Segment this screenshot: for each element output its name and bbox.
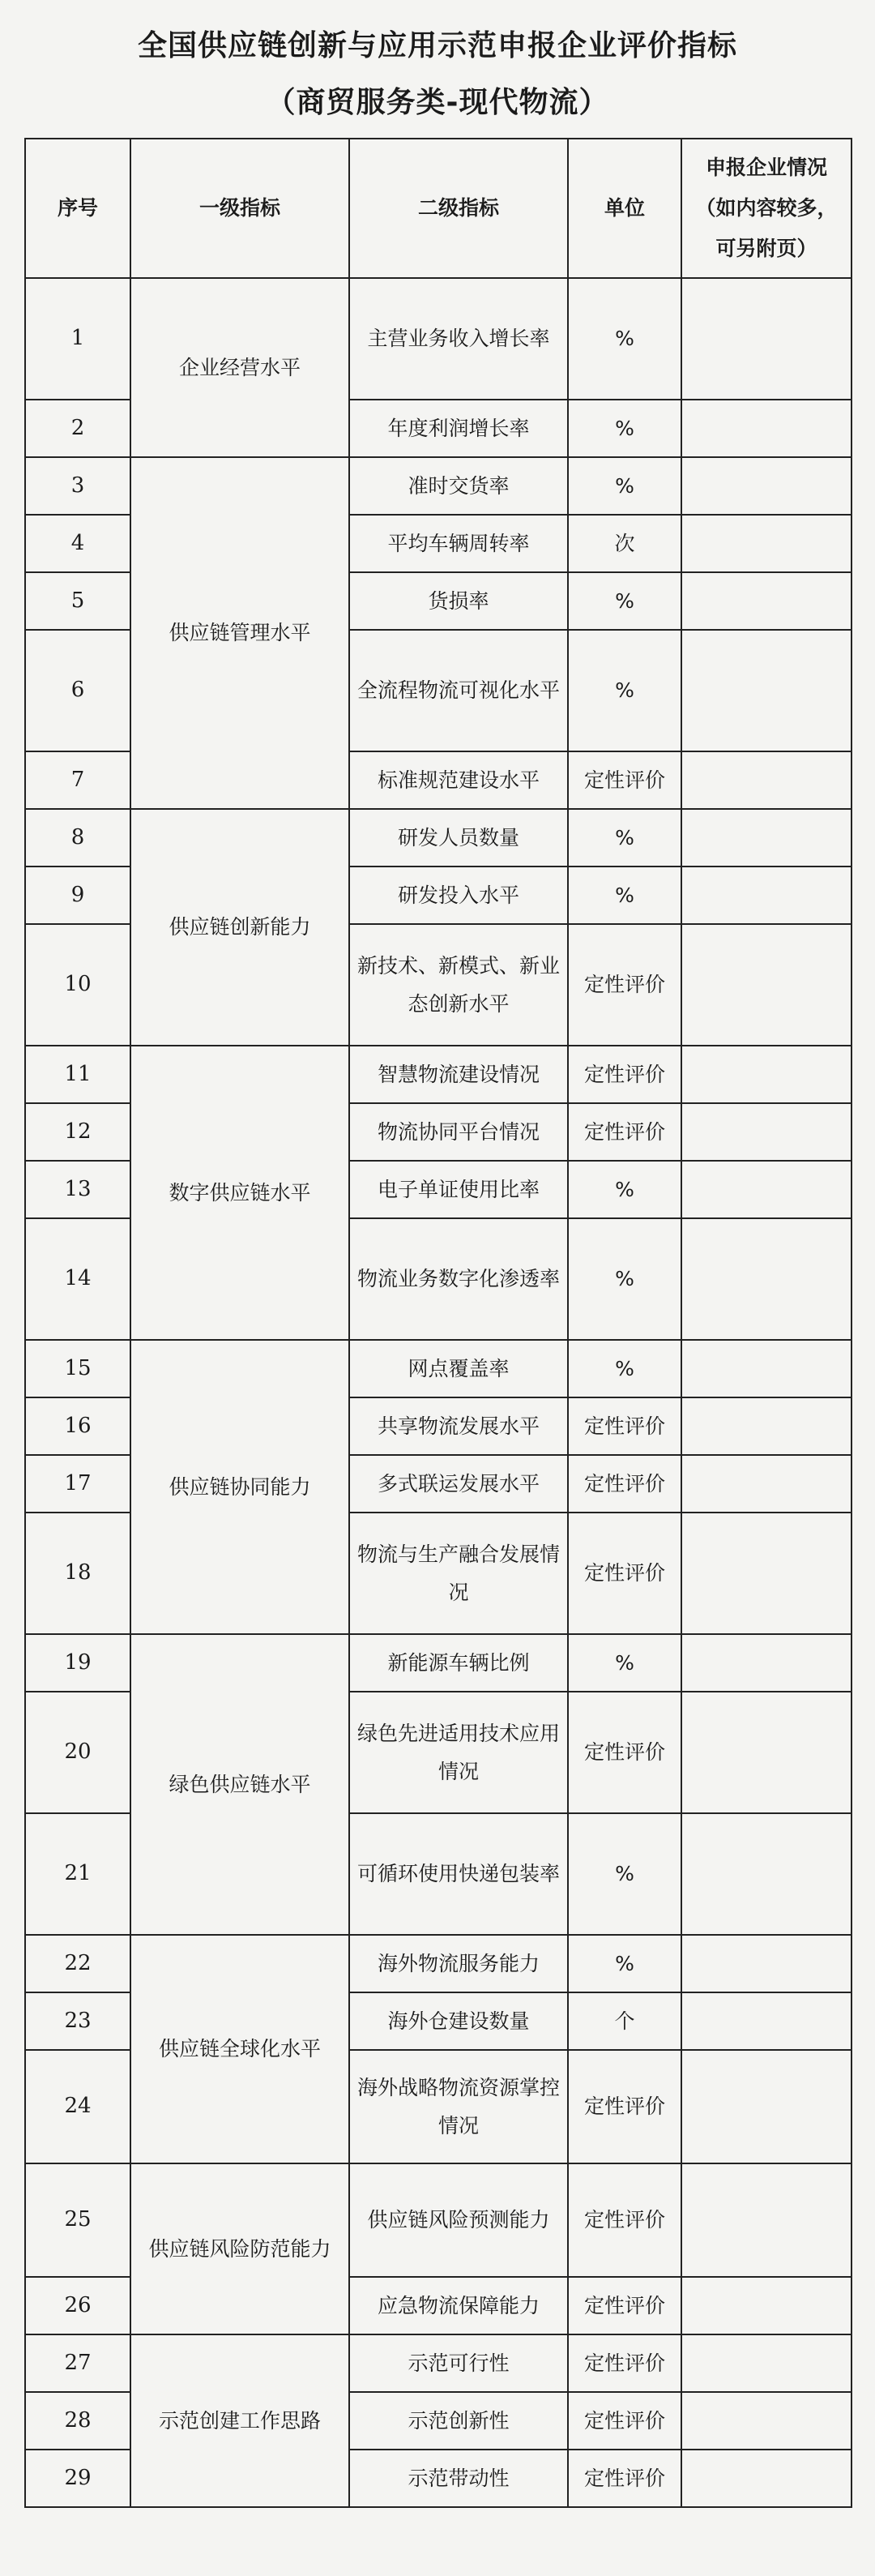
row-seq: 18 [25, 1513, 130, 1634]
row-unit: 定性评价 [568, 2450, 681, 2507]
table-row [25, 1340, 852, 1397]
level2-indicator: 全流程物流可视化水平 [349, 630, 568, 751]
status-cell [681, 1935, 852, 1992]
level1-indicator: 示范创建工作思路 [130, 2334, 349, 2507]
level2-indicator: 可循环使用快递包装率 [349, 1813, 568, 1935]
row-seq: 9 [25, 867, 130, 924]
status-cell [681, 1455, 852, 1513]
status-cell [681, 1340, 852, 1397]
row-seq: 7 [25, 751, 130, 809]
row-seq: 24 [25, 2050, 130, 2163]
level1-indicator: 供应链创新能力 [130, 809, 349, 1046]
header-unit: 单位 [568, 139, 681, 278]
row-seq: 8 [25, 809, 130, 867]
row-seq: 11 [25, 1046, 130, 1103]
level2-indicator: 示范带动性 [349, 2450, 568, 2507]
level1-indicator: 企业经营水平 [130, 278, 349, 457]
row-seq: 26 [25, 2277, 130, 2334]
row-unit: 次 [568, 515, 681, 572]
document-title: 全国供应链创新与应用示范申报企业评价指标 [137, 29, 737, 62]
row-seq: 10 [25, 924, 130, 1046]
level2-indicator: 电子单证使用比率 [349, 1161, 568, 1218]
level2-indicator: 新能源车辆比例 [349, 1634, 568, 1692]
row-unit: % [568, 278, 681, 400]
level2-indicator: 绿色先进适用技术应用情况 [349, 1692, 568, 1813]
table-row [25, 2163, 852, 2277]
row-unit: % [568, 1340, 681, 1397]
row-seq: 4 [25, 515, 130, 572]
row-seq: 29 [25, 2450, 130, 2507]
row-unit: 定性评价 [568, 2050, 681, 2163]
level2-indicator: 多式联运发展水平 [349, 1455, 568, 1513]
row-unit: % [568, 867, 681, 924]
row-seq: 2 [25, 400, 130, 457]
status-cell [681, 2392, 852, 2450]
status-cell [681, 400, 852, 457]
level2-indicator: 物流协同平台情况 [349, 1103, 568, 1161]
level2-indicator: 供应链风险预测能力 [349, 2163, 568, 2277]
row-seq: 12 [25, 1103, 130, 1161]
row-unit: % [568, 1218, 681, 1340]
status-cell [681, 751, 852, 809]
row-seq: 27 [25, 2334, 130, 2392]
row-seq: 21 [25, 1813, 130, 1935]
row-unit: 定性评价 [568, 751, 681, 809]
level2-indicator: 研发投入水平 [349, 867, 568, 924]
row-unit: % [568, 1813, 681, 1935]
row-seq: 28 [25, 2392, 130, 2450]
status-cell [681, 2050, 852, 2163]
level1-indicator: 供应链全球化水平 [130, 1935, 349, 2163]
status-cell [681, 457, 852, 515]
status-cell [681, 1218, 852, 1340]
row-seq: 19 [25, 1634, 130, 1692]
row-unit: 定性评价 [568, 1046, 681, 1103]
status-cell [681, 630, 852, 751]
header-level1: 一级指标 [130, 139, 349, 278]
row-unit: % [568, 400, 681, 457]
document-subtitle: （商贸服务类-现代物流） [266, 86, 609, 119]
level2-indicator: 主营业务收入增长率 [349, 278, 568, 400]
status-cell [681, 2277, 852, 2334]
level2-indicator: 物流与生产融合发展情况 [349, 1513, 568, 1634]
status-cell [681, 1046, 852, 1103]
level1-indicator: 供应链管理水平 [130, 457, 349, 809]
level2-indicator: 示范创新性 [349, 2392, 568, 2450]
header-seq: 序号 [25, 139, 130, 278]
header-level2: 二级指标 [349, 139, 568, 278]
status-cell [681, 1103, 852, 1161]
row-unit: 定性评价 [568, 1103, 681, 1161]
level2-indicator: 网点覆盖率 [349, 1340, 568, 1397]
row-unit: 定性评价 [568, 1455, 681, 1513]
status-cell [681, 924, 852, 1046]
status-cell [681, 2163, 852, 2277]
level2-indicator: 海外物流服务能力 [349, 1935, 568, 1992]
status-cell [681, 2450, 852, 2507]
row-unit: % [568, 457, 681, 515]
row-unit: 定性评价 [568, 1513, 681, 1634]
row-seq: 17 [25, 1455, 130, 1513]
status-cell [681, 1992, 852, 2050]
table-row [25, 1046, 852, 1103]
level2-indicator: 准时交货率 [349, 457, 568, 515]
table-row [25, 457, 852, 515]
level2-indicator: 研发人员数量 [349, 809, 568, 867]
row-unit: % [568, 1634, 681, 1692]
evaluation-table [24, 138, 852, 2508]
level1-indicator: 供应链协同能力 [130, 1340, 349, 1634]
row-seq: 20 [25, 1692, 130, 1813]
row-unit: 定性评价 [568, 1397, 681, 1455]
table-row [25, 278, 852, 400]
level2-indicator: 新技术、新模式、新业态创新水平 [349, 924, 568, 1046]
row-seq: 14 [25, 1218, 130, 1340]
level2-indicator: 标准规范建设水平 [349, 751, 568, 809]
status-cell [681, 1634, 852, 1692]
level2-indicator: 物流业务数字化渗透率 [349, 1218, 568, 1340]
table-header-row [25, 139, 852, 278]
table-row [25, 1935, 852, 1992]
level2-indicator: 年度利润增长率 [349, 400, 568, 457]
row-seq: 3 [25, 457, 130, 515]
level2-indicator: 示范可行性 [349, 2334, 568, 2392]
status-cell [681, 2334, 852, 2392]
row-seq: 5 [25, 572, 130, 630]
row-unit: 定性评价 [568, 2334, 681, 2392]
level2-indicator: 货损率 [349, 572, 568, 630]
level1-indicator: 供应链风险防范能力 [130, 2163, 349, 2334]
row-seq: 13 [25, 1161, 130, 1218]
row-unit: % [568, 630, 681, 751]
level1-indicator: 数字供应链水平 [130, 1046, 349, 1340]
row-seq: 23 [25, 1992, 130, 2050]
level2-indicator: 智慧物流建设情况 [349, 1046, 568, 1103]
row-seq: 25 [25, 2163, 130, 2277]
row-seq: 6 [25, 630, 130, 751]
status-cell [681, 1161, 852, 1218]
level2-indicator: 平均车辆周转率 [349, 515, 568, 572]
row-unit: % [568, 572, 681, 630]
table-row [25, 2334, 852, 2392]
level1-indicator: 绿色供应链水平 [130, 1634, 349, 1935]
row-unit: % [568, 1161, 681, 1218]
table-row [25, 809, 852, 867]
status-cell [681, 278, 852, 400]
status-cell [681, 1692, 852, 1813]
row-unit: 定性评价 [568, 1692, 681, 1813]
status-cell [681, 1513, 852, 1634]
row-unit: 定性评价 [568, 2277, 681, 2334]
row-seq: 15 [25, 1340, 130, 1397]
level2-indicator: 共享物流发展水平 [349, 1397, 568, 1455]
status-cell [681, 867, 852, 924]
row-unit: 定性评价 [568, 2163, 681, 2277]
row-seq: 22 [25, 1935, 130, 1992]
level2-indicator: 海外仓建设数量 [349, 1992, 568, 2050]
status-cell [681, 572, 852, 630]
table-row [25, 1634, 852, 1692]
status-cell [681, 809, 852, 867]
row-unit: % [568, 809, 681, 867]
row-seq: 1 [25, 278, 130, 400]
status-cell [681, 515, 852, 572]
level2-indicator: 应急物流保障能力 [349, 2277, 568, 2334]
level2-indicator: 海外战略物流资源掌控情况 [349, 2050, 568, 2163]
status-cell [681, 1397, 852, 1455]
row-unit: 个 [568, 1992, 681, 2050]
row-unit: % [568, 1935, 681, 1992]
row-seq: 16 [25, 1397, 130, 1455]
row-unit: 定性评价 [568, 924, 681, 1046]
status-cell [681, 1813, 852, 1935]
row-unit: 定性评价 [568, 2392, 681, 2450]
header-status: 申报企业情况（如内容较多，可另附页） [681, 139, 852, 278]
table-body [25, 278, 852, 2507]
